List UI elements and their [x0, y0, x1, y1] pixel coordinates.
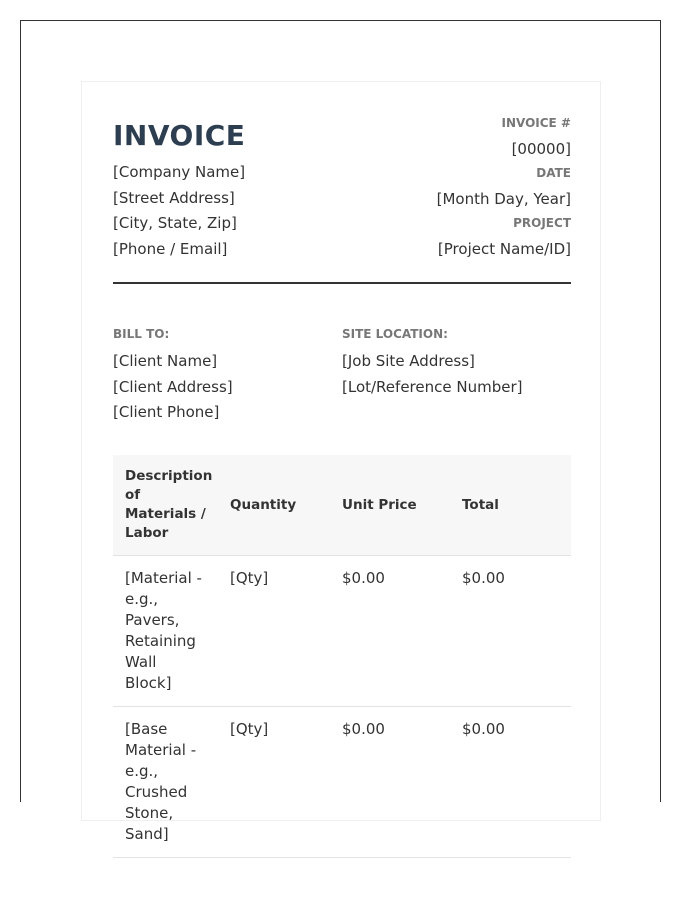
row-total: $0.00 [450, 556, 571, 707]
header-divider [113, 282, 571, 284]
table-row [113, 707, 571, 858]
company-street: [Street Address] [113, 188, 235, 207]
table-row [113, 556, 571, 707]
company-city: [City, State, Zip] [113, 214, 237, 232]
header-unit-price: Unit Price [330, 455, 450, 556]
job-site-address: [Job Site Address] [342, 352, 475, 370]
bill-to-label: BILL TO: [113, 327, 170, 341]
site-location-section [342, 327, 571, 400]
lot-reference: [Lot/Reference Number] [342, 377, 523, 396]
document-sheet [20, 20, 661, 843]
company-name: [Company Name] [113, 163, 246, 181]
client-address: [Client Address] [113, 377, 233, 396]
invoice-number-value: [00000] [511, 140, 571, 158]
line-items-table [113, 455, 571, 858]
bill-to-section [113, 327, 333, 426]
date-label: DATE [536, 166, 571, 180]
invoice-meta [437, 116, 571, 266]
client-name: [Client Name] [113, 352, 218, 370]
row-quantity: [Qty] [218, 707, 330, 858]
row-description: [Material - e.g., Pavers, Retaining Wall Block] [113, 556, 218, 707]
site-location-label: SITE LOCATION: [342, 327, 448, 341]
row-total: $0.00 [450, 707, 571, 858]
invoice-number-label: INVOICE # [501, 116, 571, 130]
invoice-title: INVOICE [113, 119, 246, 152]
table-header-row [113, 455, 571, 556]
row-unit-price: $0.00 [330, 556, 450, 707]
row-description: [Base Material - e.g., Crushed Stone, Sand] [113, 707, 218, 858]
company-info [113, 160, 245, 262]
row-quantity: [Qty] [218, 556, 330, 707]
invoice-paper [81, 81, 601, 843]
header-description: Description of Materials / Labor [113, 455, 218, 556]
client-phone: [Client Phone] [113, 403, 220, 421]
header-quantity: Quantity [218, 455, 330, 556]
date-value: [Month Day, Year] [436, 190, 571, 208]
header-total: Total [450, 455, 571, 556]
company-contact: [Phone / Email] [113, 239, 228, 258]
project-value: [Project Name/ID] [437, 240, 571, 258]
row-unit-price: $0.00 [330, 707, 450, 858]
project-label: PROJECT [513, 216, 571, 230]
